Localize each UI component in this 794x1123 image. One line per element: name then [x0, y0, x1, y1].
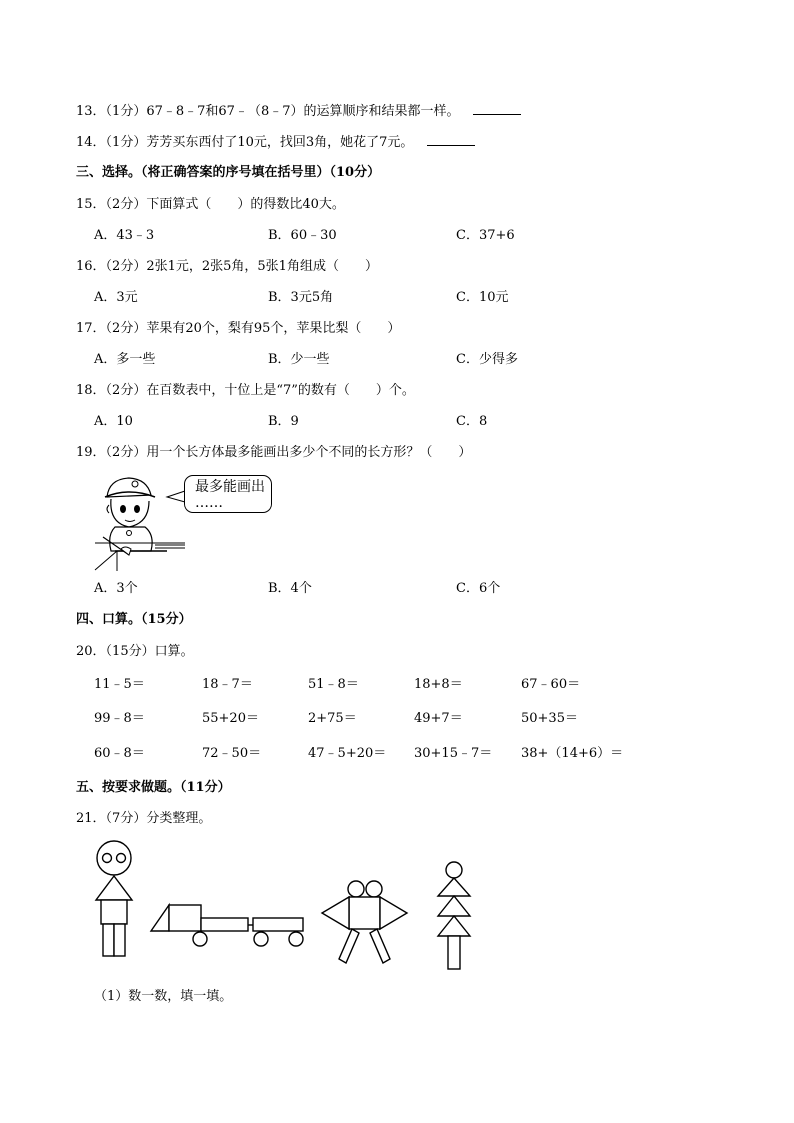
question-16-text: 16．（2分）2张1元，2张5角，5张1角组成（ ） — [76, 259, 378, 274]
mental-math-item: 38+（14+6）＝ — [521, 746, 624, 761]
q16-option-a[interactable]: A．3元 — [94, 290, 138, 305]
section-3-title: 三、选择。（将正确答案的序号填在括号里）（10分） — [76, 165, 381, 180]
mental-math-item: 72﹣50＝ — [202, 746, 262, 761]
question-21-subquestion-1: （1）数一数，填一填。 — [94, 989, 233, 1004]
mental-math-item: 55+20＝ — [202, 711, 259, 726]
mental-math-item: 18+8＝ — [414, 677, 463, 692]
q19-option-b[interactable]: B．4个 — [268, 581, 312, 596]
mental-math-item: 47﹣5+20＝ — [308, 746, 387, 761]
q17-option-a[interactable]: A．多一些 — [94, 352, 156, 367]
q18-option-b[interactable]: B．9 — [268, 414, 299, 429]
q16-option-c[interactable]: C．10元 — [456, 290, 509, 305]
q17-option-c[interactable]: C．少得多 — [456, 352, 518, 367]
mental-math-item: 30+15﹣7＝ — [414, 746, 493, 761]
q15-option-c[interactable]: C．37+6 — [456, 228, 515, 243]
shape-person — [96, 841, 132, 956]
shapes-figure — [90, 840, 490, 975]
mental-math-item: 11﹣5＝ — [94, 677, 145, 692]
mental-math-item: 51﹣8＝ — [308, 677, 359, 692]
shape-robot — [322, 881, 407, 963]
question-17-text: 17．（2分）苹果有20个，梨有95个，苹果比梨（ ） — [76, 321, 401, 336]
q15-option-b[interactable]: B．60﹣30 — [268, 228, 337, 243]
mental-math-item: 99﹣8＝ — [94, 711, 145, 726]
mental-math-item: 60﹣8＝ — [94, 746, 145, 761]
q19-option-c[interactable]: C．6个 — [456, 581, 501, 596]
question-19-text: 19．（2分）用一个长方体最多能画出多少个不同的长方形？（ ） — [76, 445, 472, 460]
q15-option-a[interactable]: A．43﹣3 — [94, 228, 155, 243]
question-14-text: 14．（1分）芳芳买东西付了10元，找回3角，她花了7元。 — [76, 135, 414, 150]
question-13-text: 13．（1分）67﹣8﹣7和67﹣（8﹣7）的运算顺序和结果都一样。 — [76, 104, 460, 119]
q19-option-a[interactable]: A．3个 — [94, 581, 138, 596]
speech-bubble-line-1: 最多能画出 — [195, 479, 265, 495]
question-14 — [76, 133, 475, 152]
speech-bubble-line-2: …… — [195, 495, 223, 511]
question-18-text: 18．（2分）在百数表中，十位上是“7”的数有（ ）个。 — [76, 383, 415, 398]
question-20-text: 20．（15分）口算。 — [76, 644, 194, 659]
q18-option-a[interactable]: A．10 — [94, 414, 133, 429]
mental-math-item: 49+7＝ — [414, 711, 463, 726]
mental-math-item: 2+75＝ — [308, 711, 357, 726]
mental-math-item: 18﹣7＝ — [202, 677, 253, 692]
answer-blank-14[interactable] — [427, 133, 475, 146]
question-13 — [76, 102, 521, 121]
q17-option-b[interactable]: B．少一些 — [268, 352, 330, 367]
question-21-text: 21．（7分）分类整理。 — [76, 811, 212, 826]
mental-math-item: 50+35＝ — [521, 711, 578, 726]
section-5-title: 五、按要求做题。（11分） — [76, 780, 231, 795]
shape-truck — [151, 905, 303, 946]
section-4-title: 四、口算。（15分） — [76, 612, 192, 627]
question-15-text: 15．（2分）下面算式（ ）的得数比40大。 — [76, 197, 345, 212]
speech-bubble — [184, 475, 272, 513]
shape-tree — [438, 862, 470, 969]
mental-math-item: 67﹣60＝ — [521, 677, 581, 692]
answer-blank-13[interactable] — [473, 102, 521, 115]
q16-option-b[interactable]: B．3元5角 — [268, 290, 334, 305]
q18-option-c[interactable]: C．8 — [456, 414, 488, 429]
